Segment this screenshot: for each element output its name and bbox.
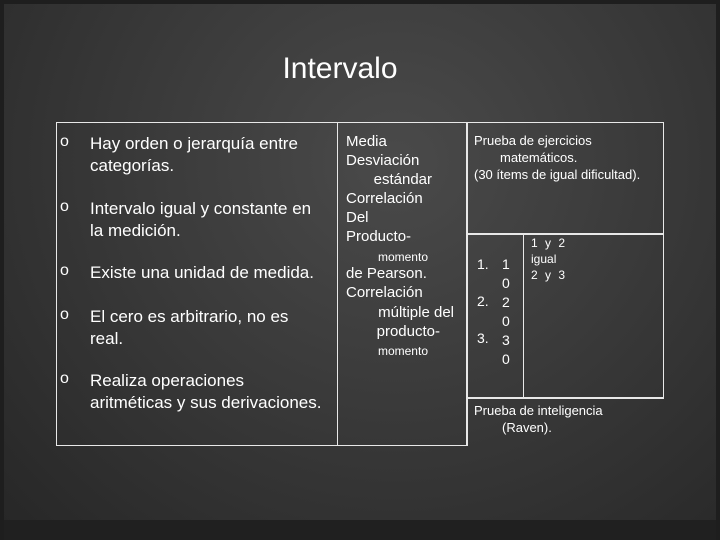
bullet-text bbox=[90, 198, 340, 242]
stat-line: momento bbox=[377, 250, 428, 264]
example-text: (30 ítems de igual dificultad). bbox=[474, 167, 641, 182]
bullet-line: aritméticas y sus derivaciones. bbox=[90, 393, 322, 412]
example-value: 0 bbox=[502, 313, 510, 329]
example-value: 1 bbox=[502, 256, 510, 272]
bullet-line: Intervalo igual y constante en bbox=[90, 199, 312, 218]
example-number: 3. bbox=[477, 330, 489, 346]
equality-text: igual bbox=[531, 252, 557, 266]
bullet-text bbox=[90, 262, 340, 284]
stat-line: momento bbox=[377, 344, 428, 358]
bullet-text bbox=[90, 306, 340, 350]
example-number: 1. bbox=[477, 256, 489, 272]
example-value: 0 bbox=[502, 351, 510, 367]
bullet-line: categorías. bbox=[90, 156, 175, 175]
slide-title: Intervalo bbox=[282, 52, 398, 85]
example-number: 2. bbox=[477, 293, 489, 309]
stat-line: múltiple del bbox=[378, 304, 454, 321]
stat-line: Correlación bbox=[346, 190, 423, 207]
example-text: Prueba de ejercicios bbox=[474, 133, 592, 148]
stat-line: de Pearson. bbox=[346, 265, 427, 282]
stat-line: Media bbox=[346, 133, 387, 150]
example-text: matemáticos. bbox=[500, 150, 578, 165]
example-text: Prueba de inteligencia bbox=[474, 403, 603, 418]
stat-line: producto- bbox=[376, 323, 440, 340]
equality-text: 2 y 3 bbox=[531, 268, 568, 282]
example-value: 3 bbox=[502, 332, 510, 348]
example-value: 2 bbox=[502, 294, 510, 310]
equality-text: 1 y 2 bbox=[531, 236, 568, 250]
frame-top-bar bbox=[0, 0, 720, 4]
bullet-line: Realiza operaciones bbox=[90, 371, 245, 390]
bullet-line: Existe una unidad de medida. bbox=[90, 263, 314, 282]
bullet-text bbox=[90, 133, 340, 177]
stat-line: Desviación bbox=[346, 152, 420, 169]
bullet-line: la medición. bbox=[90, 221, 181, 240]
bullet-text bbox=[90, 370, 350, 414]
bullet-line: Hay orden o jerarquía entre bbox=[90, 134, 298, 153]
bullet-marker: o bbox=[60, 198, 69, 215]
bullet-marker: o bbox=[60, 306, 69, 323]
frame-right-bar bbox=[716, 0, 720, 540]
example-text: (Raven). bbox=[502, 420, 552, 435]
example-value: 0 bbox=[502, 275, 510, 291]
bullet-marker: o bbox=[60, 262, 69, 279]
stat-line: estándar bbox=[373, 171, 432, 188]
bullet-line: El cero es arbitrario, no es bbox=[90, 307, 289, 326]
stat-line: Correlación bbox=[346, 284, 423, 301]
bullet-line: real. bbox=[90, 329, 124, 348]
frame-bottom-bar bbox=[0, 520, 720, 540]
stat-line: Del bbox=[346, 209, 369, 226]
stat-line: Producto- bbox=[346, 228, 412, 245]
bullet-marker: o bbox=[60, 133, 69, 150]
bullet-marker: o bbox=[60, 370, 69, 387]
table-cell-example-numbers bbox=[467, 234, 524, 398]
